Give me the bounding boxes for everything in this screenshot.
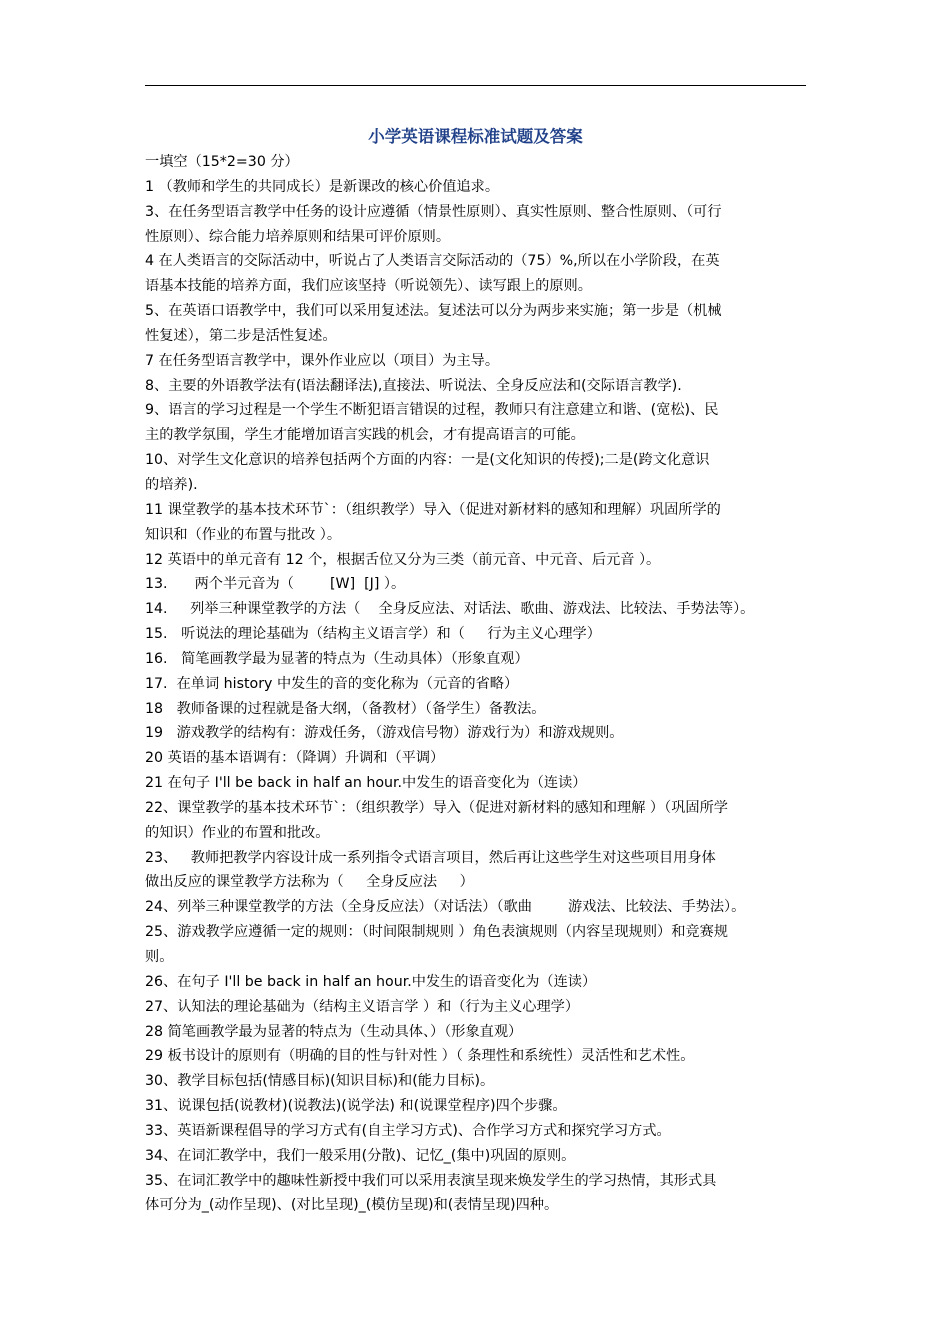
text-line: 的知识）作业的布置和批改。 (145, 824, 330, 841)
text-line: 12 英语中的单元音有 12 个，根据舌位又分为三类（前元音、中元音、后元音 ）。 (145, 551, 661, 568)
text-line: 15. 听说法的理论基础为（结构主义语言学）和（ 行为主义心理学） (145, 626, 601, 643)
text-line: 34、在词汇教学中，我们一般采用(分散)、记忆_(集中)巩固的原则。 (145, 1147, 576, 1164)
text-line: 21 在句子 I'll be back in half an hour.中发生的语音变化为（连读） (145, 775, 587, 792)
text-line: 22、课堂教学的基本技术环节`：（组织教学）导入（促进对新材料的感知和理解 ）（巩固所学 (145, 799, 728, 816)
text-line: 19 游戏教学的结构有：游戏任务，（游戏信号物）游戏行为）和游戏规则。 (145, 725, 624, 742)
text-line: 性复述），第二步是活性复述。 (145, 327, 337, 344)
text-line: 16. 简笔画教学最为显著的特点为（生动具体）（形象直观） (145, 650, 529, 667)
text-line: 3、在任务型语言教学中任务的设计应遵循（情景性原则）、真实性原则、整合性原则、（可行 (145, 203, 722, 220)
text-line: 28 简笔画教学最为显著的特点为（生动具体、）（形象直观） (145, 1023, 523, 1040)
text-line: 14. 列举三种课堂教学的方法（ 全身反应法、对话法、歌曲、游戏法、比较法、手势法等）。 (145, 601, 755, 618)
text-line: 13. 两个半元音为（ [W] [J] ）。 (145, 576, 406, 593)
text-line: 10、对学生文化意识的培养包括两个方面的内容：一是(文化知识的传授);二是(跨文化意识 (145, 452, 710, 469)
text-line: 30、教学目标包括(情感目标)(知识目标)和(能力目标)。 (145, 1073, 495, 1090)
text-line: 体可分为_(动作呈现)、(对比呈现)_(模仿呈现)和(表情呈现)四种。 (145, 1197, 559, 1214)
text-line: 20 英语的基本语调有：（降调）升调和（平调） (145, 750, 445, 767)
text-line: 33、英语新课程倡导的学习方式有(自主学习方式)、合作学习方式和探究学习方式。 (145, 1122, 671, 1139)
document-title: 小学英语课程标准试题及答案 (368, 127, 583, 146)
text-line: 7 在任务型语言教学中，课外作业应以（项目）为主导。 (145, 352, 500, 369)
header-rule (145, 85, 806, 86)
text-line: 31、说课包括(说教材)(说教法)(说学法) 和(说课堂程序)四个步骤。 (145, 1098, 567, 1115)
text-line: 23、 教师把教学内容设计成一系列指令式语言项目，然后再让这些学生对这些项目用身体 (145, 849, 716, 866)
text-line: 一填空（15*2=30 分） (145, 154, 299, 170)
text-line: 主的教学氛围，学生才能增加语言实践的机会，才有提高语言的可能。 (145, 427, 585, 444)
text-line: 29 板书设计的原则有（明确的目的性与针对性 ）（ 条理性和系统性）灵活性和艺术性。 (145, 1048, 695, 1065)
text-line: 8、主要的外语教学法有(语法翻译法),直接法、听说法、全身反应法和(交际语言教学). (145, 377, 682, 394)
text-line: 24、列举三种课堂教学的方法（全身反应法）（对话法）（歌曲 游戏法、比较法、手势法）。 (145, 899, 746, 916)
text-line: 1 （教师和学生的共同成长）是新课改的核心价值追求。 (145, 178, 500, 195)
text-line: 35、在词汇教学中的趣味性新授中我们可以采用表演呈现来焕发学生的学习热情，其形式具 (145, 1172, 717, 1189)
text-line: 4 在人类语言的交际活动中，听说占了人类语言交际活动的（75）%,所以在小学阶段，在英 (145, 253, 720, 270)
text-line: 5、在英语口语教学中，我们可以采用复述法。复述法可以分为两步来实施；第一步是（机械 (145, 303, 722, 320)
text-line: 26、在句子 I'll be back in half an hour.中发生的语音变化为（连读） (145, 973, 597, 990)
text-line: 11 课堂教学的基本技术环节`：（组织教学）导入（促进对新材料的感知和理解）巩固所学的 (145, 501, 721, 518)
text-line: 则。 (145, 949, 174, 965)
text-line: 18 教师备课的过程就是备大纲，（备教材）（备学生）备教法。 (145, 700, 546, 717)
text-line: 的培养). (145, 476, 198, 493)
text-line: 语基本技能的培养方面，我们应该坚持（听说领先）、读写跟上的原则。 (145, 278, 592, 295)
document-body (145, 150, 809, 1218)
text-line: 知识和（作业的布置与批改 ）。 (145, 526, 342, 543)
text-line: 27、认知法的理论基础为（结构主义语言学 ）和（行为主义心理学） (145, 998, 580, 1015)
text-line: 17. 在单词 history 中发生的音的变化称为（元音的省略） (145, 675, 519, 692)
text-line: 9、语言的学习过程是一个学生不断犯语言错误的过程，教师只有注意建立和谐、(宽松)、民 (145, 402, 719, 419)
text-line: 25、游戏教学应遵循一定的规则：（时间限制规则 ）角色表演规则（内容呈现规则）和竞赛规 (145, 924, 728, 941)
text-line: 做出反应的课堂教学方法称为（ 全身反应法 ） (145, 874, 474, 891)
text-line: 性原则）、综合能力培养原则和结果可评价原则。 (145, 228, 451, 245)
